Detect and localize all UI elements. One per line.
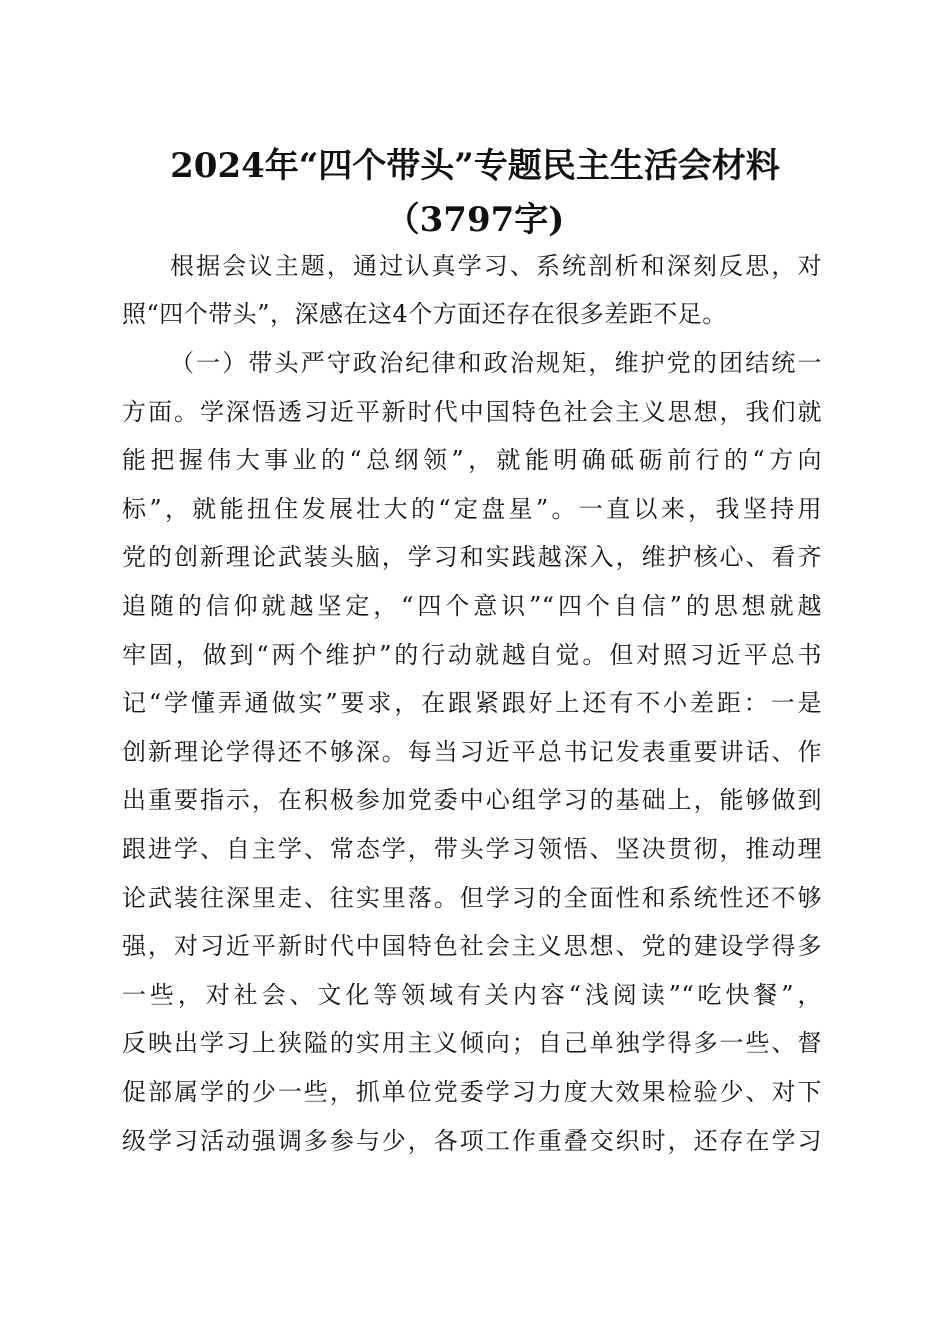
body-line: 方面。学深悟透习近平新时代中国特色社会主义思想，我们就	[122, 398, 822, 426]
document-word-count: （3797字)	[385, 200, 565, 240]
body-line: 反映出学习上狭隘的实用主义倾向；自己单独学得多一些、督	[122, 1029, 822, 1057]
document-title: 2024年“四个带头”专题民主生活会材料	[170, 146, 780, 186]
body-line: 根据会议主题，通过认真学习、系统剖析和深刻反思，对	[170, 252, 822, 280]
body-line: 党的创新理论武装头脑，学习和实践越深入，维护核心、看齐	[122, 543, 822, 571]
body-line: 牢固，做到“两个维护”的行动就越自觉。但对照习近平总书	[122, 641, 822, 669]
body-line: 创新理论学得还不够深。每当习近平总书记发表重要讲话、作	[122, 738, 822, 766]
body-line: 出重要指示，在积极参加党委中心组学习的基础上，能够做到	[122, 786, 822, 814]
body-line: 级学习活动强调多参与少，各项工作重叠交织时，还存在学习	[122, 1127, 822, 1155]
body-line: 促部属学的少一些，抓单位党委学习力度大效果检验少、对下	[122, 1078, 822, 1106]
body-line: 跟进学、自主学、常态学，带头学习领悟、坚决贯彻，推动理	[122, 835, 822, 863]
body-line: 论武装往深里走、往实里落。但学习的全面性和系统性还不够	[122, 884, 822, 912]
body-line: 照“四个带头”，深感在这4个方面还存在很多差距不足。	[122, 300, 727, 328]
body-line: 追随的信仰就越坚定，“四个意识”“四个自信”的思想就越	[122, 592, 822, 620]
body-line: 一些，对社会、文化等领域有关内容“浅阅读”“吃快餐”，	[122, 981, 822, 1009]
body-line: 标”，就能扭住发展壮大的“定盘星”。一直以来，我坚持用	[122, 495, 822, 523]
body-line: 记“学懂弄通做实”要求，在跟紧跟好上还有不小差距：一是	[122, 689, 822, 717]
body-line: 强，对习近平新时代中国特色社会主义思想、党的建设学得多	[122, 932, 822, 960]
section-heading-line: （一）带头严守政治纪律和政治规矩，维护党的团结统一	[170, 349, 822, 377]
body-line: 能把握伟大事业的“总纲领”，就能明确砥砺前行的“方向	[122, 446, 822, 474]
